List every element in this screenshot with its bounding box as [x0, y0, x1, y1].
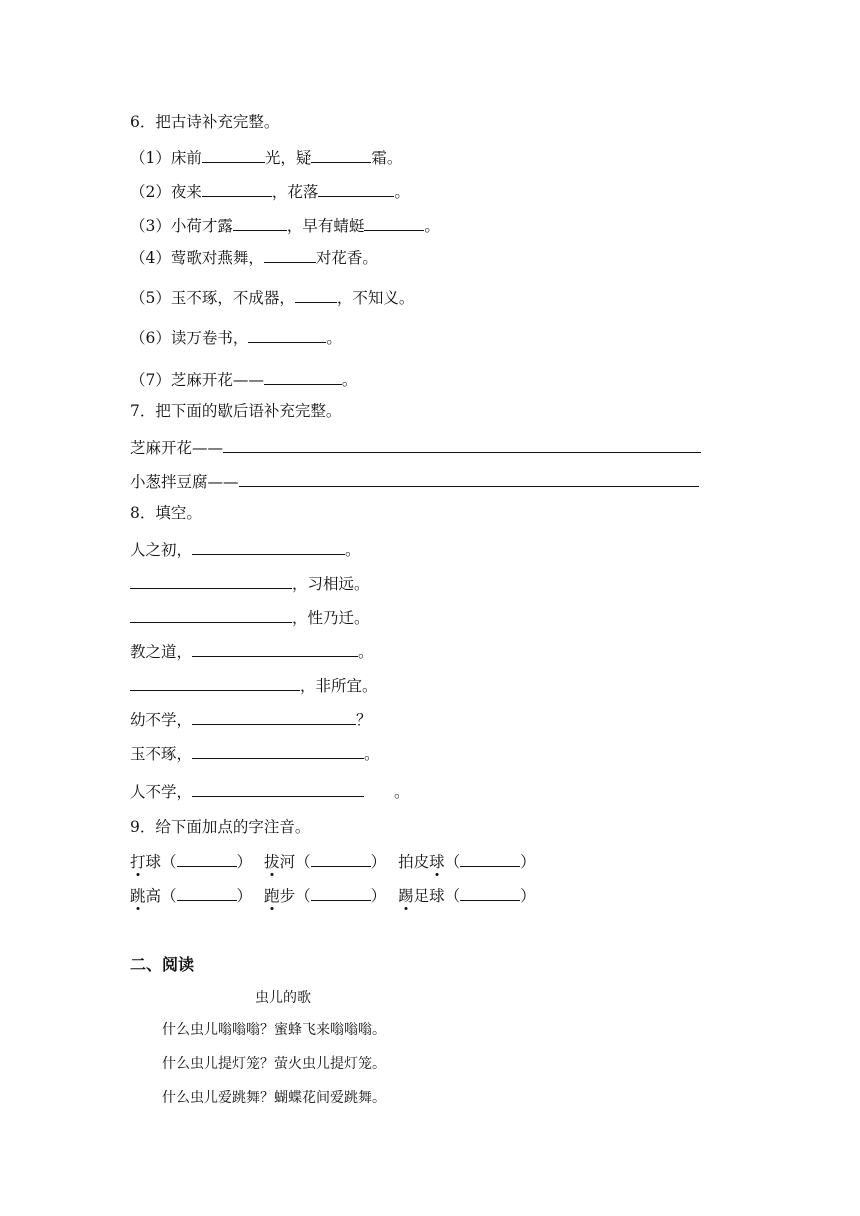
- q6-item-2: [130, 180, 410, 202]
- answer-blank[interactable]: [264, 368, 342, 385]
- q6-item-4-text-b: 对花香。: [315, 249, 378, 267]
- q6-item-5-text-a: （5）玉不琢，不成器，: [130, 289, 295, 307]
- q8-line-6: [130, 708, 372, 730]
- q7-line-2: [130, 470, 699, 492]
- answer-blank[interactable]: [130, 606, 292, 623]
- q6-item-2-text-c: 。: [394, 183, 410, 201]
- q8-line-1-pre: 人之初，: [130, 541, 193, 559]
- poem-title: 虫儿的歌: [255, 990, 311, 1006]
- poem-line-3: 什么虫儿爱跳舞？蝴蝶花间爱跳舞。: [162, 1090, 386, 1106]
- q6-item-7-text-a: （7）芝麻开花——: [130, 371, 264, 389]
- q6-item-2-text-a: （2）夜来: [130, 183, 202, 201]
- q9-item-close: ）: [520, 853, 536, 871]
- q7-line-1-text: 芝麻开花——: [130, 439, 224, 457]
- q6-item-6: [130, 326, 342, 348]
- q6-item-1-text-c: 霜。: [371, 149, 403, 167]
- q8-line-3-post: ，性乃迁。: [292, 609, 370, 627]
- answer-blank[interactable]: [192, 538, 345, 555]
- answer-blank[interactable]: [364, 214, 424, 231]
- q6-item-1: [130, 146, 402, 168]
- answer-blank[interactable]: [239, 470, 699, 487]
- q8-line-8-post: 。: [394, 783, 410, 801]
- pinyin-blank[interactable]: [311, 884, 371, 901]
- q9-item-text: 步（: [279, 887, 311, 905]
- q8-line-4: [130, 640, 374, 662]
- q8-line-2-post: ，习相远。: [292, 575, 370, 593]
- q9-item: [130, 887, 252, 905]
- dotted-char: 踢: [398, 887, 414, 905]
- q9-item: [398, 853, 536, 871]
- answer-blank[interactable]: [192, 708, 356, 725]
- q9-item-close: ）: [520, 887, 536, 905]
- q8-line-8: [130, 780, 410, 802]
- answer-blank[interactable]: [223, 436, 701, 453]
- answer-blank[interactable]: [202, 180, 272, 197]
- q7-line-1: [130, 436, 701, 458]
- pinyin-blank[interactable]: [177, 850, 237, 867]
- q6-item-1-text-b: 光，疑: [264, 149, 312, 167]
- dotted-char: 球: [429, 853, 445, 871]
- answer-blank[interactable]: [318, 180, 394, 197]
- q9-item-close: ）: [370, 887, 387, 905]
- answer-blank[interactable]: [248, 326, 326, 343]
- q9-item-text: 球（: [145, 853, 177, 871]
- q9-row-2: [130, 884, 536, 906]
- answer-blank[interactable]: [130, 674, 300, 691]
- q8-line-6-post: ？: [356, 711, 372, 729]
- q6-item-5-text-b: ，不知义。: [336, 289, 415, 307]
- q8-line-1: [130, 538, 361, 560]
- q6-item-7: [130, 368, 357, 390]
- q8-line-6-pre: 幼不学，: [130, 711, 193, 729]
- q6-item-2-text-b: ，花落: [271, 183, 319, 201]
- q8-line-2: [130, 572, 370, 594]
- pinyin-blank[interactable]: [177, 884, 237, 901]
- q8-line-4-pre: 教之道，: [130, 643, 193, 661]
- q9-title: 9．给下面加点的字注音。: [130, 818, 311, 836]
- q8-title: 8．填空。: [130, 504, 202, 522]
- q8-line-1-post: 。: [345, 541, 361, 559]
- q8-line-5-post: ，非所宜。: [300, 677, 378, 695]
- q9-item-text: 高（: [145, 887, 177, 905]
- dotted-char: 拔: [264, 853, 280, 871]
- q9-item-text: 河（: [279, 853, 311, 871]
- q9-item-close: ）: [236, 853, 253, 871]
- q7-line-2-text: 小葱拌豆腐——: [130, 473, 239, 491]
- q6-item-4-text-a: （4）莺歌对燕舞，: [130, 249, 264, 267]
- q9-item: [264, 887, 386, 905]
- q8-line-4-post: 。: [358, 643, 374, 661]
- pinyin-blank[interactable]: [460, 884, 520, 901]
- q6-item-3: [130, 214, 440, 236]
- answer-blank[interactable]: [311, 146, 371, 163]
- answer-blank[interactable]: [295, 286, 337, 303]
- q9-row-1: [130, 850, 536, 872]
- q9-item: [264, 853, 386, 871]
- pinyin-blank[interactable]: [460, 850, 520, 867]
- q6-item-6-text-b: 。: [326, 329, 342, 347]
- q9-item-close: ）: [370, 853, 387, 871]
- answer-blank[interactable]: [264, 246, 316, 263]
- q6-item-3-text-c: 。: [424, 217, 440, 235]
- dotted-char: 打: [130, 853, 146, 871]
- answer-blank[interactable]: [233, 214, 287, 231]
- answer-blank[interactable]: [192, 780, 364, 797]
- q6-item-3-text-b: ，早有蜻蜓: [286, 217, 365, 235]
- q9-item-close: ）: [236, 887, 253, 905]
- q9-item: [398, 887, 536, 905]
- q8-line-8-pre: 人不学，: [130, 783, 193, 801]
- q6-item-5: [130, 286, 414, 308]
- q6-item-1-text-a: （1）床前: [130, 149, 202, 167]
- q9-item-pre: 拍皮: [398, 853, 430, 871]
- section-heading-reading: 二、阅读: [130, 955, 195, 974]
- q6-item-6-text-a: （6）读万卷书，: [130, 329, 249, 347]
- dotted-char: 跳: [130, 887, 146, 905]
- dotted-char: 跑: [264, 887, 280, 905]
- q9-item: [130, 853, 252, 871]
- q8-line-7-pre: 玉不琢，: [130, 745, 193, 763]
- answer-blank[interactable]: [192, 742, 364, 759]
- q8-line-7: [130, 742, 380, 764]
- pinyin-blank[interactable]: [311, 850, 371, 867]
- poem-line-1: 什么虫儿嗡嗡嗡？蜜蜂飞来嗡嗡嗡。: [162, 1022, 386, 1038]
- answer-blank[interactable]: [130, 572, 292, 589]
- q6-item-4: [130, 246, 378, 268]
- q6-item-3-text-a: （3）小荷才露: [130, 217, 233, 235]
- q6-item-7-text-b: 。: [341, 371, 358, 389]
- answer-blank[interactable]: [202, 146, 265, 163]
- q8-line-3: [130, 606, 370, 628]
- answer-blank[interactable]: [192, 640, 358, 657]
- poem-line-2: 什么虫儿提灯笼？萤火虫儿提灯笼。: [162, 1056, 386, 1072]
- q6-title: 6．把古诗补充完整。: [130, 113, 280, 131]
- q9-item-text: （: [444, 853, 461, 871]
- q7-title: 7．把下面的歇后语补充完整。: [130, 402, 342, 420]
- q8-line-7-post: 。: [364, 745, 380, 763]
- q9-item-text: 足球（: [413, 887, 461, 905]
- q8-line-5: [130, 674, 378, 696]
